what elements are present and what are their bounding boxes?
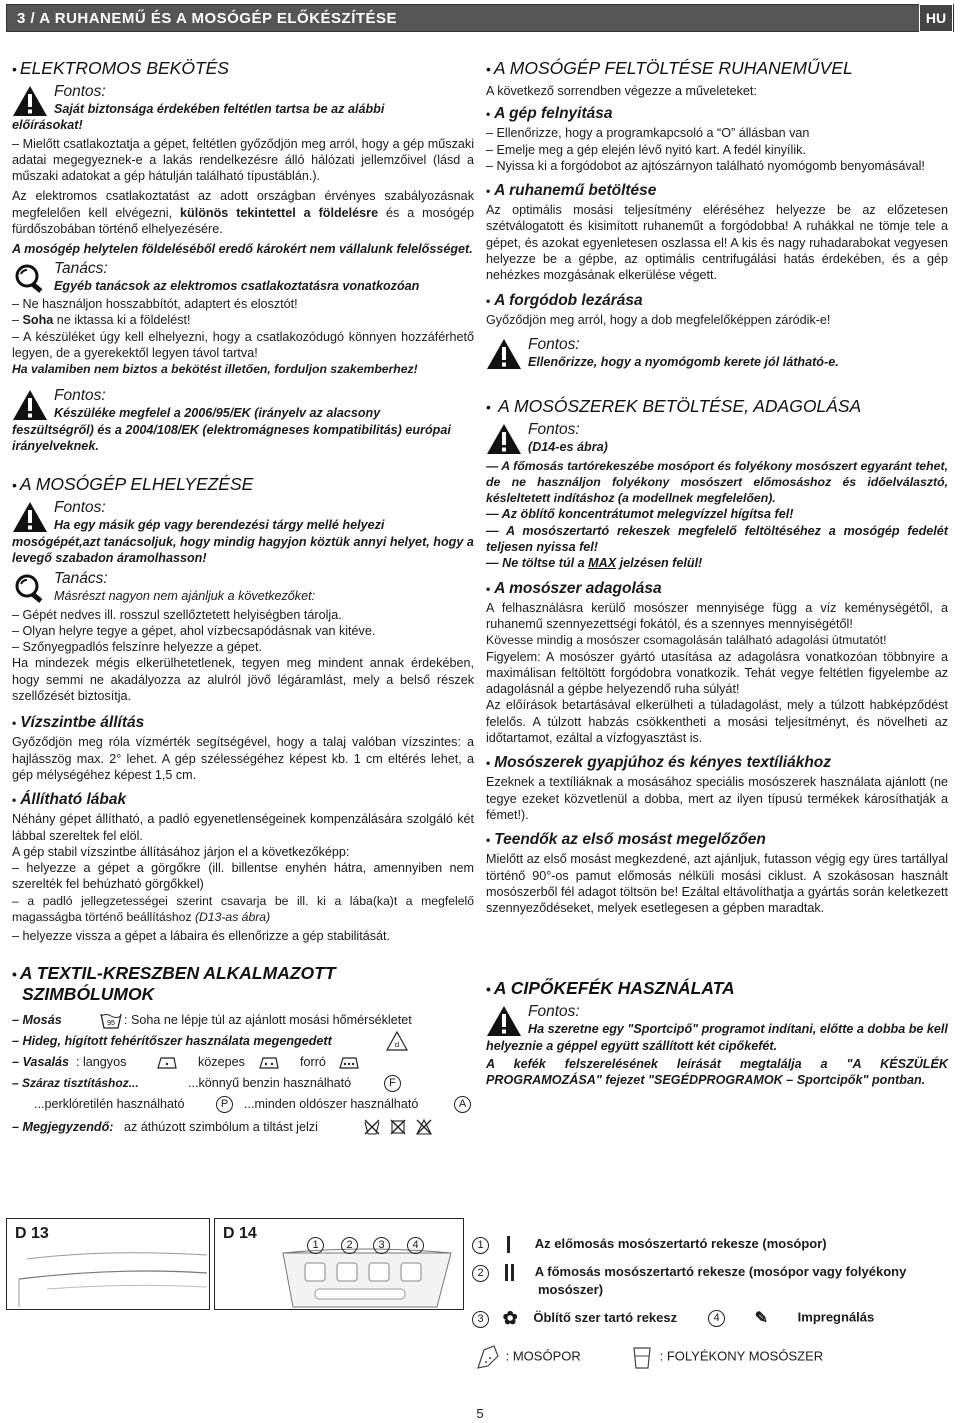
note-text: Ha szeretne egy "Sportcipő" programot indítani, előtte a dobba be kell helyeznie a géppel együtt szállított két cipőkefét.	[486, 1022, 948, 1053]
warning-icon	[12, 85, 48, 117]
section-title-feltoltes: • A MOSÓGÉP FELTÖLTÉSE RUHANEMŰVEL	[486, 58, 853, 78]
svg-text:cl: cl	[394, 1041, 400, 1049]
paragraph: A kefék felszerelésének leírását megtalálja a "A KÉSZÜLÉK PROGRAMOZÁSA" fejezet "SEGÉDPROGRAMOK – Sportcipők" pontban.	[486, 1056, 948, 1088]
svg-text:95: 95	[107, 1019, 115, 1027]
left-column	[12, 56, 474, 1138]
symbol-row-bleach: – Hideg, hígított fehérítőszer használata megengedett cl	[12, 1031, 474, 1052]
section-title-elhelyezes: • A MOSÓGÉP ELHELYEZÉSE	[12, 474, 254, 495]
symbol-row-dryclean: – Száraz tisztításhoz... ...könnyű benzin használható F	[12, 1073, 474, 1094]
symbol-row-iron: – Vasalás : langyos közepes forró	[12, 1052, 474, 1073]
section-title-mososzerek: • A MOSÓSZEREK BETÖLTÉSE, ADAGOLÁSA	[486, 396, 862, 417]
figure-callout: 2	[341, 1237, 358, 1254]
paragraph: A mosógép helytelen földeléséből eredő károkért nem vállalunk felelősséget.	[12, 242, 473, 257]
figure-callout: 4	[407, 1237, 424, 1254]
paragraph: Mielőtt az első mosást megkezdené, azt ajánljuk, futasson végig egy üres tartállyal történő 90°-os pamut előmosás nélküli mosási ciklust. A szokásosan használt mosószerből fél adagot töltsön be! Ezáltal eltávolíthatja a gyártás során keletkezett szennyeződéseket, melyek esetlegesen a gépben maradtak.	[486, 852, 948, 916]
figure-label: D 13	[15, 1225, 49, 1242]
list-item: – Ne használjon hosszabbítót, adaptert és elosztót!	[12, 296, 298, 311]
spray-icon: ✎	[754, 1310, 769, 1327]
list-item: Ha valamiben nem biztos a bekötést illetően, forduljon szakemberhez!	[12, 362, 418, 377]
list-item: – a padló jellegzetességei szerint csavarja be ill. ki a lába(ka)t a megfelelő magasságba történő beállításhoz (D13-as ábra)	[12, 893, 474, 924]
list-item: — Ne töltse túl a MAX jelzésen felül!	[486, 556, 703, 571]
warning-icon	[486, 423, 522, 455]
paragraph: A felhasználásra kerülő mosószer mennyisége függ a víz keménységétől, a ruhanemű szennyezettségi fokától, és a szennyes mennyiségétől!	[486, 600, 948, 631]
paragraph: Ezeknek a textíliáknak a mosásához speciális mosószerek használata ajánlott (ne tegye ezeket közvetlenül a dobba, mert az ilyen típusú termékek károsíthatják a fémet!).	[486, 775, 948, 822]
legend-powder: : MOSÓPOR	[474, 1344, 581, 1370]
flower-icon: ✿	[502, 1308, 518, 1328]
list-item: — A mosószertartó rekeszek megfelelő feltöltéséhez a mosógép fedelét teljesen nyissa fel!	[486, 523, 948, 555]
legend-item: 2 A főmosás mosószertartó rekesze (mosópor vagy folyékony	[472, 1264, 906, 1282]
machine-foot-illustration	[7, 1249, 209, 1309]
warning-note	[12, 387, 474, 454]
wash-tub-icon	[100, 1011, 122, 1029]
warning-note	[486, 336, 948, 370]
warning-note	[486, 421, 948, 455]
list-item: – Ellenőrizze, hogy a programkapcsoló a “O” állásban van	[486, 126, 810, 141]
list-item: – Emelje meg a gép elején lévő nyitó kart. A fedél kinyílik.	[486, 142, 806, 157]
note-text: (D14-es ábra)	[528, 440, 608, 455]
warning-note	[12, 83, 474, 134]
note-label: Fontos:	[528, 1003, 580, 1021]
legend-item: 1 Az előmosás mosószertartó rekesze (mosópor)	[472, 1236, 827, 1254]
warning-icon	[12, 501, 48, 533]
note-label: Fontos:	[54, 499, 106, 517]
crossed-symbol-icon	[364, 1119, 380, 1135]
legend-item: mosószer)	[538, 1282, 604, 1297]
magnifier-icon	[12, 572, 48, 604]
note-text: feszültségről) és a 2004/108/EK (elektromágneses kompatibilitás) európai irányelveknek.	[12, 422, 451, 454]
note-label: Fontos:	[528, 421, 580, 439]
list-item: – Szőnyegpadlós felszínre helyezze a gépet.	[12, 640, 262, 655]
note-label: Fontos:	[54, 387, 106, 405]
subsection-title: • A gép felnyitása	[486, 105, 613, 123]
powder-scoop-icon	[474, 1344, 502, 1370]
paragraph: Győződjön meg arról, hogy a dob megfelelőképpen záródik-e!	[486, 312, 831, 327]
subsection-title: • Vízszintbe állítás	[12, 714, 145, 732]
subsection-title: • A forgódob lezárása	[486, 291, 643, 309]
figure-d13	[6, 1218, 210, 1310]
list-item: — A főmosás tartórekeszébe mosóport és folyékony mosószert egyaránt tehet, de ne használjon folyékony mosószert előmosáshoz és időelválasztó, késleltetett indításhoz (a modellnek megfelelően).	[486, 458, 948, 506]
right-column	[486, 56, 948, 1089]
language-badge: HU	[919, 4, 953, 32]
crossed-symbol-icon	[416, 1119, 432, 1135]
note-label: Tanács:	[54, 259, 108, 277]
symbol-row-note: – Megjegyzendő: az áthúzott szimbólum a tiltást jelzi	[12, 1117, 474, 1138]
tip-note	[12, 260, 474, 294]
note-text: Ellenőrizze, hogy a nyomógomb kerete jól látható-e.	[528, 354, 839, 369]
page-header	[6, 4, 954, 32]
note-label: Tanács:	[54, 570, 108, 588]
warning-note	[12, 499, 474, 566]
paragraph: Győződjön meg róla vízmérték segítségével, hogy a talaj valóban vízszintes: a hajlásszög max. 2° lehet. A gép szélességéhez képest kb. 1 cm eltérés lehet, a gép mélységéhez képest 1,5 cm.	[12, 735, 474, 782]
warning-icon	[486, 1005, 522, 1037]
subsection-title: • Állítható lábak	[12, 791, 127, 809]
list-item: – Gépét nedves ill. rosszul szellőztetett helyiségben tárolja.	[12, 607, 342, 622]
dryclean-p-icon: P	[216, 1096, 233, 1113]
subsection-title: • A ruhanemű betöltése	[486, 182, 657, 200]
figure-callout: 1	[307, 1237, 324, 1254]
tip-note	[12, 570, 474, 604]
crossed-symbol-icon	[390, 1119, 406, 1135]
section-title-cipokefe: • A CIPŐKEFÉK HASZNÁLATA	[486, 978, 735, 999]
note-text: Készüléke megfelel a 2006/95/EK (irányelv az alacsony	[54, 406, 381, 421]
liquid-cup-icon	[628, 1344, 656, 1370]
figure-callout: 3	[373, 1237, 390, 1254]
detergent-drawer-illustration	[275, 1223, 463, 1309]
note-text: előírásokat!	[12, 118, 83, 133]
paragraph: Az elektromos csatlakoztatást az adott országban érvényes szabályozásnak megfelelően kell elvégezni, különös tekintettel a földelésre és a mosógép fürdőszobában történő elhelyezésére.	[12, 189, 474, 237]
dryclean-f-icon: F	[384, 1075, 401, 1092]
note-text: mosógépét,azt tanácsoljuk, hogy mindig hagyjon köztük annyi helyet, hogy a levegő szabadon áramolhasson!	[12, 534, 474, 565]
iron-low-icon	[156, 1055, 178, 1069]
section-title-textil: • A TEXTIL-KRESZBEN ALKALMAZOTT SZIMBÓLUMOK	[12, 962, 336, 1004]
note-text: Saját biztonsága érdekében feltétlen tartsa be az alábbi	[54, 102, 385, 116]
paragraph: A következő sorrendben végezze a műveleteket:	[486, 84, 757, 98]
list-item: – Olyan helyre tegye a gépet, ahol vízbecsapódásnak van kitéve.	[12, 623, 376, 638]
warning-icon	[12, 389, 48, 421]
header-title: 3 / A RUHANEMŰ ÉS A MOSÓGÉP ELŐKÉSZÍTÉSE	[17, 10, 398, 27]
paragraph: – Mielőtt csatlakoztatja a gépet, feltétlen győződjön meg arról, hogy a gép műszaki adatai megegyeznek-e a lakás rendelkezésre álló hálózati jellemzőivel (lásd a műszaki adatokat a gép hátulján található típustáblán.).	[12, 136, 474, 184]
note-label: Fontos:	[528, 335, 580, 353]
paragraph: A gép stabil vízszintbe állításához járjon el a következőképp:	[12, 844, 350, 859]
magnifier-icon	[12, 262, 48, 294]
list-item: – helyezze a gépet a görgőkre (ill. billentse enyhén hátra, amennyiben nem szerelték fel behúzható görgőkkel)	[12, 861, 474, 892]
dryclean-a-icon: A	[454, 1096, 471, 1113]
list-item: – A készüléket úgy kell elhelyezni, hogy a csatlakozódugó könnyen hozzáférhető legyen, de a gyerekektől legyen távol tartva!	[12, 329, 474, 360]
figure-label: D 14	[223, 1225, 257, 1242]
paragraph: Figyelem: A mosószer gyártó utasítása az adagolásra vonatkozóan többnyire a maximálisan feltöltött forgódobra vonatkozik. Tehát vegye feltétlen figyelembe az adagolásnál a gépbe helyezendő ruha súlyát!	[486, 649, 948, 697]
subsection-title: • Teendők az első mosást megelőzően	[486, 831, 766, 849]
symbol-row-dryclean: ...perklóretilén használható P ...minden oldószer használható A	[12, 1094, 474, 1115]
figure-d14	[214, 1218, 464, 1310]
paragraph: Az előírások betartásával elkerülheti a túladagolást, mely a túlzott habképződést felelős. A túlzott habzás csökkentheti a mosási teljesítményt, és növelheti az időtartamot, ezáltal a vízfogyasztást is.	[486, 698, 948, 746]
warning-icon	[486, 338, 522, 370]
subsection-title: • A mosószer adagolása	[486, 579, 662, 597]
note-text: Ha egy másik gép vagy berendezési tárgy mellé helyezi	[54, 518, 385, 533]
list-item: – Soha ne iktassa ki a földelést!	[12, 313, 191, 328]
bleach-triangle-icon	[386, 1031, 408, 1051]
note-text: Egyéb tanácsok az elektromos csatlakoztatásra vonatkozóan	[54, 278, 420, 293]
page-number: 5	[476, 1406, 484, 1421]
warning-note	[486, 1003, 948, 1054]
list-item: — Az öblítő koncentrátumot melegvízzel hígítsa fel!	[486, 507, 794, 522]
subsection-title: • Mosószerek gyapjúhoz és kényes textíliákhoz	[486, 754, 832, 772]
iron-hot-icon	[338, 1055, 360, 1069]
legend-item: 3 ✿ Öblítő szer tartó rekesz	[472, 1308, 677, 1329]
legend-liquid: : FOLYÉKONY MOSÓSZER	[628, 1344, 823, 1370]
note-label: Fontos:	[54, 83, 106, 100]
legend-item: 4 ✎ Impregnálás	[708, 1308, 874, 1328]
paragraph: Néhány gépet állítható, a padló egyenetlenségeinek kompenzálására szolgáló két lábbal szereltek fel elöl.	[12, 812, 474, 843]
paragraph: Kövesse mindig a mosószer csomagolásán található adagolási útmutatót!	[486, 633, 887, 648]
list-item: – helyezze vissza a gépet a lábaira és ellenőrizze a gép stabilitását.	[12, 929, 391, 944]
paragraph: Az optimális mosási teljesítmény eléréséhez helyezze be az előzetesen szétválogatott és kisimított ruhaneműt a forgódobba! A ruhákkal ne tömje tele a gépet, és azokat egyenletesen oszlassa el! A kis és nagy ruhadarabokat vegyesen helyezze be a gépbe, az optimális centrifugálási hatás érdekében, és a gép nehézkes mozgásának elkerülése végett.	[486, 203, 948, 283]
paragraph: Ha mindezek mégis elkerülhetetlenek, tegyen meg mindent annak érdekében, hogy semmi ne akadályozza az alulról jövő légáramlást, mely a belső részek szellőzését biztosítja.	[12, 656, 474, 704]
iron-medium-icon	[258, 1055, 280, 1069]
note-text: Másrészt nagyon nem ajánljuk a következőket:	[54, 589, 316, 604]
symbol-row-wash: – Mosás 95 : Soha ne lépje túl az ajánlott mosási hőmérsékletet	[12, 1012, 412, 1027]
section-title-elektromos: • ELEKTROMOS BEKÖTÉS	[12, 58, 229, 78]
list-item: – Nyissa ki a forgódobot az ajtószárnyon található nyomógomb benyomásával!	[486, 158, 925, 173]
